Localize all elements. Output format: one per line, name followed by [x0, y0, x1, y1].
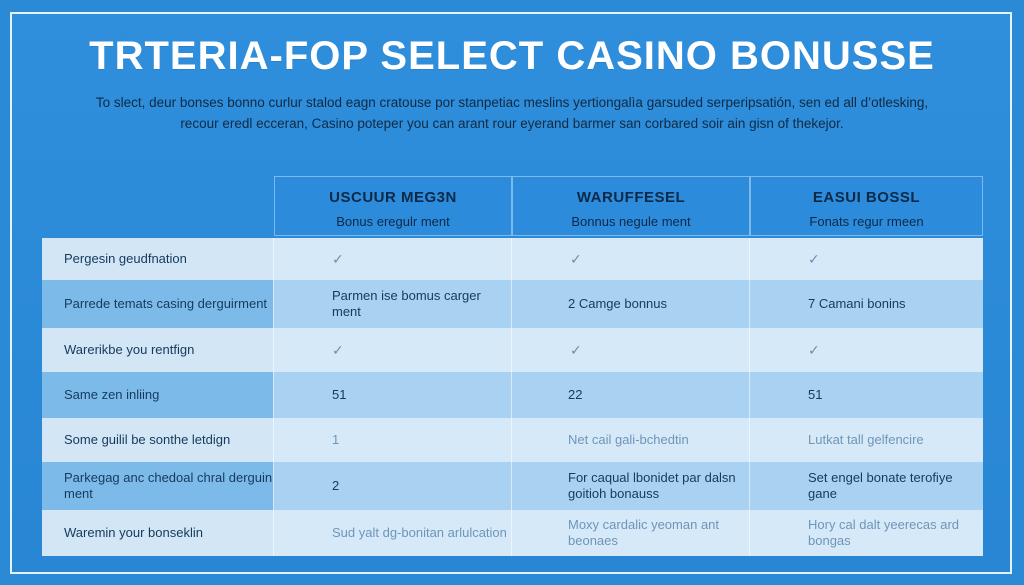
row-label: Waremin your bonseklin — [42, 510, 273, 556]
column-divider — [511, 462, 512, 510]
table-cell: 1 — [332, 432, 340, 447]
check-icon: ✓ — [332, 342, 344, 358]
column-divider — [273, 462, 274, 510]
check-icon: ✓ — [570, 251, 582, 267]
column-header-title: EASUI BOSSL — [812, 189, 921, 206]
table-row — [42, 510, 983, 556]
table-row — [42, 238, 983, 280]
column-divider — [749, 328, 750, 372]
column-header — [750, 176, 983, 236]
column-divider — [511, 372, 512, 418]
column-divider — [511, 238, 512, 280]
row-label: Parkegag anc chedoal chral derguin ment — [42, 462, 273, 510]
check-icon: ✓ — [570, 342, 582, 358]
check-icon: ✓ — [808, 342, 820, 358]
row-label: Some guilil be sonthe letdign — [42, 418, 273, 462]
column-divider — [511, 418, 512, 462]
subtitle-line-2: recour eredl ecceran, Casino poteper you can arant rour eyerand barmer san corbared soir ain gisn of thekejor. — [180, 116, 844, 131]
column-divider — [273, 510, 274, 556]
check-icon: ✓ — [808, 251, 820, 267]
column-divider — [749, 510, 750, 556]
row-label: Parrede temats casing derguirment — [42, 280, 273, 328]
column-divider — [749, 418, 750, 462]
table-row — [42, 280, 983, 328]
table-cell: Moxy cardalic yeoman ant beonaes — [568, 517, 720, 548]
column-header-subtitle: Fonats regur rmeen — [809, 214, 924, 229]
table-row — [42, 372, 983, 418]
column-header-subtitle: Bonnus negule ment — [571, 214, 691, 229]
column-header-title: WARUFFESEL — [576, 189, 686, 206]
table-cell: For caqual lbonidet par dalsn goitioh bonauss — [568, 470, 736, 501]
column-divider — [273, 418, 274, 462]
table-cell: Hory cal dalt yeerecas ard bongas — [808, 517, 960, 548]
column-header — [512, 176, 750, 236]
subtitle-line-1: To slect, deur bonses bonno curlur stalod eagn cratouse por stanpetiac meslins yertiongalìa garsuded serperipsatión, sen ed all d’otlesking, — [95, 95, 929, 110]
column-header — [274, 176, 512, 236]
column-divider — [273, 238, 274, 280]
row-label: Warerikbe you rentfign — [42, 328, 273, 372]
table-cell: 7 Camani bonins — [808, 296, 906, 311]
table-cell: Sud yalt dg-bonitan arlulcation — [332, 525, 507, 540]
page-subtitle — [40, 92, 984, 134]
table-row — [42, 328, 983, 372]
table-cell: Parmen ise bomus carger ment — [332, 288, 481, 319]
table-cell: 2 — [332, 478, 340, 493]
column-divider — [749, 372, 750, 418]
table-cell: Net cail gali-bchedtin — [568, 432, 689, 447]
column-divider — [273, 280, 274, 328]
column-divider — [273, 372, 274, 418]
column-divider — [749, 238, 750, 280]
column-divider — [749, 280, 750, 328]
row-label: Same zen inliing — [42, 372, 273, 418]
table-row — [42, 462, 983, 510]
column-header-title: USCUUR MEG3N — [329, 189, 457, 206]
table-cell: 51 — [808, 387, 823, 402]
table-cell: 2 Camge bonnus — [568, 296, 668, 311]
comparison-table — [42, 176, 983, 556]
column-divider — [273, 328, 274, 372]
table-cell: Set engel bonate terofiye gane — [808, 470, 953, 501]
column-divider — [511, 510, 512, 556]
check-icon: ✓ — [332, 251, 344, 267]
column-divider — [511, 280, 512, 328]
table-cell: Lutkat tall gelfencire — [808, 432, 924, 447]
table-cell: 22 — [568, 387, 583, 402]
table-row — [42, 418, 983, 462]
page-title: TRTERIA-FOP SELECT CASINO BONUSSE — [89, 34, 935, 78]
column-header-subtitle: Bonus eregulr ment — [336, 214, 450, 229]
column-divider — [511, 328, 512, 372]
row-label: Pergesin geudfnation — [42, 238, 273, 280]
table-cell: 51 — [332, 387, 347, 402]
column-divider — [749, 462, 750, 510]
